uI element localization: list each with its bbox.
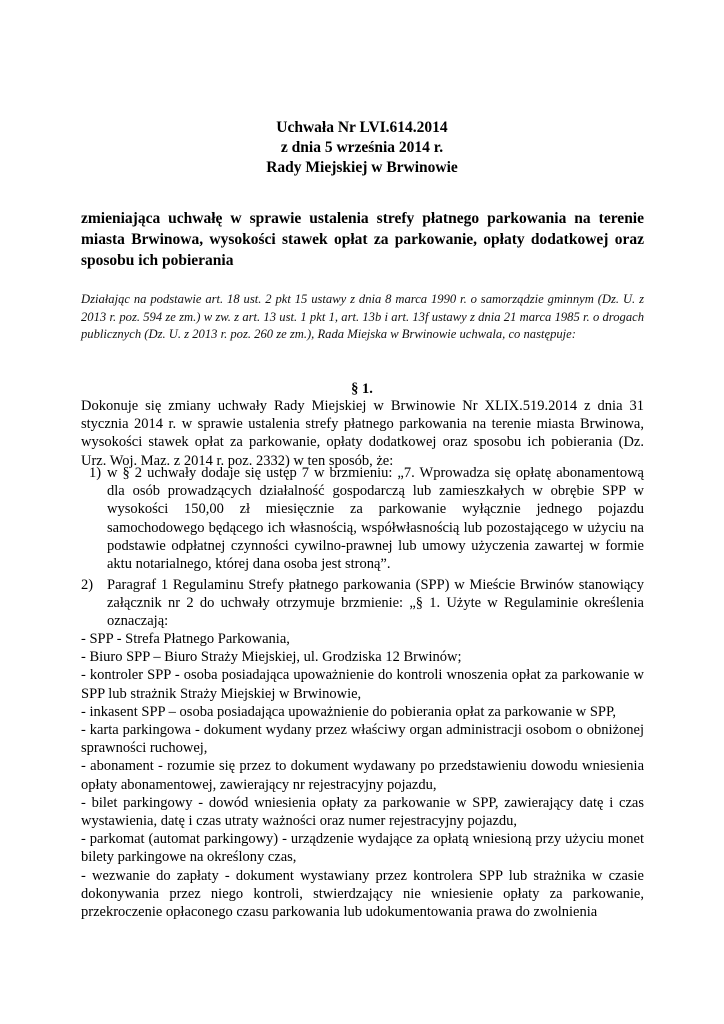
section-intro: Dokonuje się zmiany uchwały Rady Miejskiej w Brwinowie Nr XLIX.519.2014 z dnia 31 stycznia 2014 r. w sprawie ustalenia strefy płatnego parkowania na terenie miasta Brwinowa, wysokości stawek opłat za parkowanie, opłaty dodatkowej oraz sposobu ich pobierania (Dz. Urz. Woj. Maz. z 2014 r. poz. 2332) w ten sposób, że: bbox=[81, 398, 644, 469]
definition-item: - kontroler SPP - osoba posiadająca upoważnienie do kontroli wnoszenia opłat za parkowanie w SPP lub strażnik Straży Miejskiej w Brwinowie, bbox=[81, 667, 644, 702]
definition-item: - abonament - rozumie się przez to dokument wydawany po przedstawieniu dowodu wniesienia opłaty abonamentowej, zawierający nr rejestracyjny pojazdu, bbox=[81, 758, 644, 793]
definition-item: - inkasent SPP – osoba posiadająca upoważnienie do pobierania opłat za parkowanie w SPP, bbox=[81, 703, 617, 720]
list-item-number: 2) bbox=[81, 577, 94, 593]
council-name: Rady Miejskiej w Brwinowie bbox=[266, 159, 458, 176]
section-title: § 1. bbox=[351, 381, 373, 397]
list-item bbox=[81, 576, 644, 631]
definition-item: - bilet parkingowy - dowód wniesienia opłaty za parkowanie w SPP, zawierający datę i czas wystawienia, datę i czas utraty ważności oraz numer rejestracyjny pojazdu, bbox=[81, 794, 644, 830]
list-item bbox=[81, 464, 644, 573]
definition-item: - wezwanie do zapłaty - dokument wystawiany przez kontrolera SPP lub strażnika w czasie dokonywania przez niego kontroli, stwierdzający nie wniesienie opłaty za parkowanie, przekroczenie opłaconego czasu parkowania lub udokumentowania prawa do zwolnienia bbox=[81, 867, 644, 921]
list-item-text: w § 2 uchwały dodaje się ustęp 7 w brzmieniu: „7. Wprowadza się opłatę abonamentową dla osób prowadzących działalność gospodarczą lub zamieszkałych w obrębie SPP w wysokości 150,00 zł miesięcznie za parkowanie wyłącznie jednego pojazdu samochodowego będącego ich własnością, współwłasnością lub pozostającego w użyciu na podstawie odpłatnej czynności cywilno-prawnej lub umowy użyczenia zawartej w formie aktu notarialnego, której dana osoba jest stroną”. bbox=[107, 465, 644, 573]
definition-item: - Biuro SPP – Biuro Straży Miejskiej, ul. Grodziska 12 Brwinów; bbox=[81, 649, 462, 666]
resolution-subject: zmieniająca uchwałę w sprawie ustalenia strefy płatnego parkowania na terenie miasta Brwinowa, wysokości stawek opłat za parkowanie, opłaty dodatkowej oraz sposobu ich pobierania bbox=[81, 210, 644, 269]
definition-item: - parkomat (automat parkingowy) - urządzenie wydające za opłatą wniesioną przy użyciu monet bilety parkingowe na określony czas, bbox=[81, 831, 644, 866]
legal-basis: Działając na podstawie art. 18 ust. 2 pkt 15 ustawy z dnia 8 marca 1990 r. o samorządzie gminnym (Dz. U. z 2013 r. poz. 594 ze zm.) w zw. z art. 13 ust. 1 pkt 1, art. 13b i art. 13f ustawy z dnia 21 marca 1985 r. o drogach publicznych (Dz. U. z 2013 r. poz. 260 ze zm.), Rada Miejska w Brwinowie uchwala, co następuje: bbox=[81, 292, 644, 341]
resolution-number: Uchwała Nr LVI.614.2014 bbox=[276, 119, 448, 136]
definition-item: - SPP - Strefa Płatnego Parkowania, bbox=[81, 631, 290, 647]
resolution-header bbox=[0, 118, 724, 178]
resolution-date: z dnia 5 września 2014 r. bbox=[280, 139, 444, 156]
list-item-number: 1) bbox=[89, 465, 102, 481]
definitions-list bbox=[81, 630, 644, 921]
definition-item: - karta parkingowa - dokument wydany przez właściwy organ administracji osobom o obniżonej sprawności ruchowej, bbox=[81, 722, 644, 757]
list-item-text: Paragraf 1 Regulaminu Strefy płatnego parkowania (SPP) w Mieście Brwinów stanowiący załącznik nr 2 do uchwały otrzymuje brzmienie: „§ 1. Użyte w Regulaminie określenia oznaczają: bbox=[107, 577, 644, 630]
